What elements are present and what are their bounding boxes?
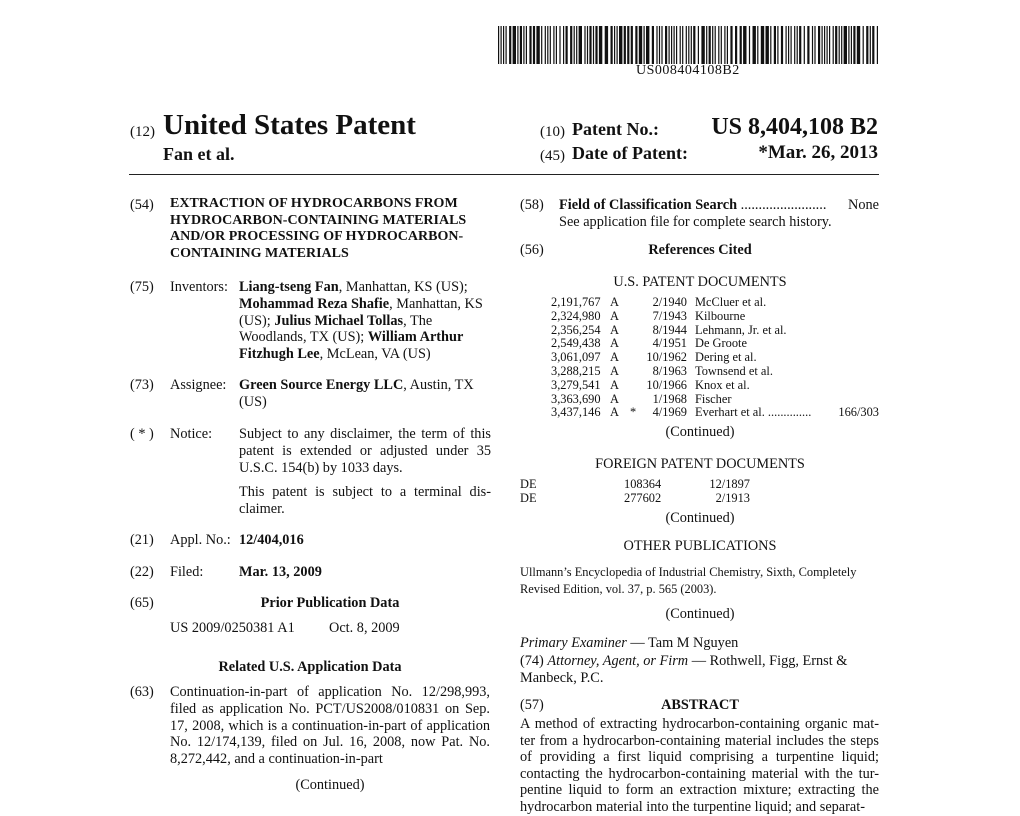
- barcode-bar: [743, 26, 746, 64]
- barcode-bar: [656, 26, 657, 64]
- us-doc-star: [630, 365, 642, 379]
- us-doc-date: 7/1943: [652, 308, 687, 323]
- attorney-name: Rothwell, Figg, Ernst & Manbeck, P.C.: [520, 653, 848, 686]
- us-doc-row: [551, 393, 879, 407]
- other-pub-entry: Ullmann’s Encyclopedia of Industrial Chemistry, Sixth, Completely Revised Edition, vol. 37, p. 565 (2003).: [520, 565, 857, 596]
- barcode-bar: [701, 26, 704, 64]
- barcode-bar: [526, 26, 527, 64]
- us-docs-table: [551, 296, 879, 420]
- us-docs-continued: (Continued): [665, 424, 735, 440]
- barcode-bar: [574, 26, 575, 64]
- foreign-doc-number: 277602: [624, 490, 662, 505]
- kind-code: (12): [130, 124, 155, 140]
- related-code: (63): [130, 684, 154, 700]
- barcode-bar: [872, 26, 874, 64]
- us-doc-row: [551, 351, 879, 365]
- foreign-doc-country: DE: [520, 490, 537, 505]
- attorney-line: (74) Attorney, Agent, or Firm — Rothwell, Figg, Ernst & Manbeck, P.C.: [520, 653, 848, 686]
- barcode-bar: [503, 26, 504, 64]
- inventors-list: Liang-tseng Fan, Manhattan, KS (US); Mohammad Reza Shafie, Manhattan, KS (US); Julius Michael Tollas, The Woodlands, TX (US); William Arthur Fitzhugh Lee, McLean, VA (US): [239, 279, 483, 363]
- barcode-bar: [584, 26, 585, 64]
- barcode-bar: [506, 26, 507, 64]
- related-text: Continuation-in-part of application No. 12/298,993, filed as application No. PCT/US2008/010831 on Sep. 17, 2008, which is a continuation-in-part of application No. 12/174,139, filed on Jul. 16, 2008, now Pat. No. 8,272,442, and a continuation-in-part: [170, 684, 490, 768]
- field-search-value: None: [848, 197, 879, 213]
- us-doc-number: 2,324,980: [551, 308, 601, 323]
- barcode-bar: [770, 26, 771, 64]
- date-code: (45): [540, 148, 565, 164]
- notice-code: ( * ): [130, 426, 154, 442]
- prior-pub-date: Oct. 8, 2009: [329, 620, 400, 636]
- us-doc-number: 3,437,146: [551, 405, 601, 420]
- us-doc-class: [829, 393, 879, 407]
- barcode-bar: [721, 26, 722, 64]
- barcode-bar: [848, 26, 849, 64]
- us-doc-star: [630, 310, 642, 324]
- barcode-bar: [576, 26, 577, 64]
- related-heading: Related U.S. Application Data: [218, 659, 402, 675]
- barcode-bar: [727, 26, 728, 64]
- barcode-bar: [797, 26, 798, 64]
- barcode-bar: [599, 26, 602, 64]
- barcode-bar: [671, 26, 672, 64]
- us-doc-date: 8/1944: [652, 322, 687, 337]
- prior-pub-heading: Prior Publication Data: [260, 595, 400, 611]
- field-search-note: See application file for complete search history.: [559, 214, 832, 230]
- us-doc-class: [829, 296, 879, 310]
- barcode-bar: [757, 26, 758, 64]
- us-doc-star: [630, 296, 642, 310]
- barcode-bar: [550, 26, 551, 64]
- barcode-bar: [669, 26, 670, 64]
- us-doc-date: 4/1969: [652, 405, 687, 420]
- barcode-bar: [824, 26, 825, 64]
- appl-label: Appl. No.:: [170, 532, 231, 548]
- barcode-bar: [529, 26, 531, 64]
- filed-code: (22): [130, 564, 154, 580]
- barcode-bar: [724, 26, 725, 64]
- assignee-value: Green Source Energy LLC, Austin, TX (US): [239, 377, 474, 410]
- foreign-doc-row: [520, 478, 750, 492]
- us-doc-name: Lehmann, Jr. et al.: [695, 322, 787, 337]
- barcode-bar: [853, 26, 855, 64]
- barcode-bar: [579, 26, 582, 64]
- date-label: Date of Patent:: [572, 143, 688, 163]
- barcode-bar: [665, 26, 667, 64]
- barcode-bar: [563, 26, 564, 64]
- barcode-bar: [517, 26, 518, 64]
- us-doc-class: [829, 337, 879, 351]
- us-doc-number: 3,363,690: [551, 391, 601, 406]
- barcode-bar: [566, 26, 568, 64]
- assignee-code: (73): [130, 377, 154, 393]
- barcode-bar: [545, 26, 546, 64]
- foreign-docs-continued: (Continued): [665, 510, 735, 526]
- us-doc-number: 2,549,438: [551, 336, 601, 351]
- barcode-bar: [559, 26, 560, 64]
- barcode-bar: [587, 26, 588, 64]
- barcode-bar: [593, 26, 594, 64]
- appl-value: 12/404,016: [239, 532, 304, 548]
- us-doc-row: [551, 337, 879, 351]
- us-doc-row: [551, 365, 879, 379]
- patent-no-label: Patent No.:: [572, 119, 659, 139]
- barcode-bar: [639, 26, 642, 64]
- barcode-bar: [788, 26, 789, 64]
- barcode-bar: [857, 26, 860, 64]
- us-doc-star: [630, 393, 642, 407]
- barcode-bar: [818, 26, 820, 64]
- us-doc-row: [551, 406, 879, 420]
- examiner-label: Primary Examiner: [520, 635, 627, 651]
- foreign-doc-row: [520, 492, 750, 506]
- barcode-bar: [686, 26, 687, 64]
- barcode-bar: [794, 26, 795, 64]
- barcode-bar: [786, 26, 787, 64]
- barcode-image: [496, 26, 880, 64]
- us-doc-name: Dering et al.: [695, 350, 757, 365]
- us-doc-class: [829, 310, 879, 324]
- barcode-bar: [709, 26, 711, 64]
- us-doc-number: 3,288,215: [551, 363, 601, 378]
- barcode-bar: [735, 26, 737, 64]
- us-doc-name: Fischer: [695, 391, 732, 406]
- foreign-docs-heading: FOREIGN PATENT DOCUMENTS: [595, 456, 805, 472]
- patent-no-value: US 8,404,108 B2: [711, 114, 878, 140]
- barcode-bar: [589, 26, 591, 64]
- barcode-bar: [652, 26, 654, 64]
- us-doc-row: [551, 310, 879, 324]
- barcode-bar: [595, 26, 597, 64]
- us-doc-name: Knox et al.: [695, 377, 750, 392]
- invention-title: EXTRACTION OF HYDROCARBONS FROM HYDROCARBON-CONTAINING MATERIALS AND/OR PROCESSING OF HYDROCARBON-CONTAINING MATERIALS: [170, 196, 467, 261]
- barcode-bar: [646, 26, 649, 64]
- us-doc-class: [829, 379, 879, 393]
- barcode-bar: [523, 26, 524, 64]
- us-doc-name: Everhart et al. ..............: [695, 405, 812, 420]
- filed-label: Filed:: [170, 564, 204, 580]
- us-doc-class: 166/303: [838, 405, 879, 420]
- filed-value: Mar. 13, 2009: [239, 564, 322, 580]
- related-continued: (Continued): [295, 777, 365, 793]
- us-doc-kind: A: [610, 363, 619, 378]
- barcode-bar: [513, 26, 516, 64]
- title-code: (54): [130, 197, 154, 213]
- examiner-line: Primary Examiner — Tam M Nguyen: [520, 635, 739, 651]
- barcode-bar: [659, 26, 660, 64]
- barcode-bar: [807, 26, 809, 64]
- us-doc-kind: A: [610, 350, 619, 365]
- barcode-bar: [774, 26, 776, 64]
- us-doc-row: [551, 379, 879, 393]
- header-rule: [129, 174, 879, 175]
- patent-no-code: (10): [540, 124, 565, 140]
- refs-heading: References Cited: [648, 242, 752, 258]
- barcode-bar: [698, 26, 699, 64]
- barcode-bar: [781, 26, 783, 64]
- inventors-code: (75): [130, 279, 154, 295]
- field-search: Field of Classification Search ........................ None See application file for complete search history.: [559, 197, 879, 230]
- field-search-code: (58): [520, 197, 544, 213]
- barcode-bar: [619, 26, 622, 64]
- barcode-bar: [877, 26, 878, 64]
- us-doc-class: [829, 324, 879, 338]
- barcode-bar: [635, 26, 637, 64]
- barcode-bar: [753, 26, 756, 64]
- barcode-bar: [688, 26, 689, 64]
- us-doc-name: Kilbourne: [695, 308, 746, 323]
- prior-pub-number: US 2009/0250381 A1: [170, 620, 295, 636]
- barcode-bar: [814, 26, 815, 64]
- barcode-bar: [740, 26, 742, 64]
- barcode-bar: [644, 26, 645, 64]
- us-doc-row: [551, 324, 879, 338]
- us-doc-date: 1/1968: [652, 391, 687, 406]
- barcode-bar: [851, 26, 852, 64]
- barcode-bar: [833, 26, 834, 64]
- us-doc-name: McCluer et al.: [695, 295, 767, 309]
- abstract-heading: ABSTRACT: [661, 697, 739, 713]
- barcode-bar: [556, 26, 557, 64]
- barcode-bar: [804, 26, 805, 64]
- barcode-bar: [844, 26, 847, 64]
- appl-code: (21): [130, 532, 154, 548]
- barcode-bar: [680, 26, 681, 64]
- abstract-code: (57): [520, 697, 544, 713]
- barcode-bar: [553, 26, 554, 64]
- barcode-bar: [827, 26, 828, 64]
- foreign-doc-number: 108364: [624, 477, 662, 491]
- inventor-short: Fan et al.: [163, 144, 235, 164]
- refs-code: (56): [520, 242, 544, 258]
- foreign-doc-date: 12/1897: [709, 477, 750, 491]
- us-doc-date: 4/1951: [652, 336, 687, 351]
- us-doc-kind: A: [610, 391, 619, 406]
- barcode-bar: [712, 26, 713, 64]
- barcode-bar: [509, 26, 511, 64]
- terminal-disclaimer-text: This patent is subject to a terminal dis- claimer.: [239, 484, 491, 517]
- us-doc-date: 10/1962: [646, 350, 687, 365]
- other-pubs-continued: (Continued): [665, 606, 735, 622]
- us-doc-number: 2,191,767: [551, 295, 601, 309]
- barcode-bar: [661, 26, 662, 64]
- barcode-bar: [691, 26, 692, 64]
- barcode-bar: [841, 26, 842, 64]
- us-doc-kind: A: [610, 295, 619, 309]
- barcode-bar: [761, 26, 764, 64]
- barcode-bar: [624, 26, 626, 64]
- barcode-bar: [766, 26, 769, 64]
- barcode-bar: [547, 26, 548, 64]
- barcode-bar: [627, 26, 629, 64]
- barcode-bar: [829, 26, 830, 64]
- us-doc-name: De Groote: [695, 336, 747, 351]
- assignee-label: Assignee:: [170, 377, 227, 393]
- barcode-bar: [693, 26, 695, 64]
- barcode-bar: [617, 26, 618, 64]
- us-doc-row: [551, 296, 879, 310]
- us-doc-number: 3,279,541: [551, 377, 601, 392]
- barcode-bar: [536, 26, 539, 64]
- us-doc-date: 8/1963: [652, 363, 687, 378]
- barcode-bar: [870, 26, 871, 64]
- us-doc-class: [829, 365, 879, 379]
- foreign-doc-country: DE: [520, 477, 537, 491]
- foreign-docs-table: [520, 478, 750, 506]
- barcode-bar: [863, 26, 864, 64]
- foreign-doc-date: 2/1913: [715, 490, 750, 505]
- examiner-name: Tam M Nguyen: [648, 635, 739, 651]
- inventors-label: Inventors:: [170, 279, 228, 295]
- barcode-bar: [682, 26, 683, 64]
- us-doc-name: Townsend et al.: [695, 363, 773, 378]
- barcode-bar: [835, 26, 837, 64]
- us-doc-kind: A: [610, 377, 619, 392]
- barcode-bar: [799, 26, 801, 64]
- attorney-label: Attorney, Agent, or Firm: [547, 653, 689, 669]
- barcode-bar: [614, 26, 615, 64]
- barcode-bar: [533, 26, 535, 64]
- date-value: *Mar. 26, 2013: [758, 142, 878, 163]
- barcode-bar: [541, 26, 542, 64]
- us-doc-kind: A: [610, 405, 619, 420]
- prior-pub-code: (65): [130, 595, 154, 611]
- barcode-bar: [866, 26, 868, 64]
- barcode-bar: [718, 26, 719, 64]
- barcode-bar: [676, 26, 677, 64]
- barcode-bar: [715, 26, 716, 64]
- us-docs-heading: U.S. PATENT DOCUMENTS: [613, 274, 787, 290]
- barcode-bar: [501, 26, 502, 64]
- us-doc-kind: A: [610, 322, 619, 337]
- barcode-bar: [777, 26, 778, 64]
- us-doc-class: [829, 351, 879, 365]
- notice-label: Notice:: [170, 426, 213, 442]
- barcode-number: US008404108B2: [636, 63, 740, 78]
- notice-text: Subject to any disclaimer, the term of this patent is extended or adjusted under 35 U.S.C. 154(b) by 1033 days.: [239, 426, 491, 476]
- barcode-bar: [631, 26, 633, 64]
- other-pubs-heading: OTHER PUBLICATIONS: [623, 538, 777, 554]
- barcode-bar: [605, 26, 608, 64]
- barcode-bar: [706, 26, 707, 64]
- abstract-text: A method of extracting hydrocarbon-containing organic mat- ter from a hydrocarbon-containing material includes the steps of providing a first liquid comprising a turpentine liquid; contacting the hydrocarbon-containing material with the tur- pentine liquid to form an extraction mixture; extracting the hydrocarbon material into the turpentine liquid; and separat-: [520, 716, 879, 815]
- barcode-bar: [611, 26, 613, 64]
- us-doc-star: [630, 337, 642, 351]
- barcode-bar: [570, 26, 572, 64]
- us-doc-date: 2/1940: [652, 295, 687, 309]
- barcode-bar: [812, 26, 813, 64]
- us-doc-date: 10/1966: [646, 377, 687, 392]
- us-doc-kind: A: [610, 308, 619, 323]
- us-doc-kind: A: [610, 336, 619, 351]
- us-doc-star: *: [630, 405, 637, 420]
- us-doc-star: [630, 324, 642, 338]
- barcode-bar: [822, 26, 823, 64]
- barcode-bar: [520, 26, 522, 64]
- us-doc-number: 2,356,254: [551, 322, 601, 337]
- patent-title-header: United States Patent: [163, 109, 416, 141]
- barcode-bar: [839, 26, 840, 64]
- barcode-bar: [674, 26, 675, 64]
- barcode-bar: [749, 26, 750, 64]
- barcode-bar: [730, 26, 732, 64]
- barcode-bar: [498, 26, 499, 64]
- field-search-label: Field of Classification Search: [559, 197, 738, 213]
- us-doc-star: [630, 351, 642, 365]
- barcode-bar: [791, 26, 792, 64]
- us-doc-number: 3,061,097: [551, 350, 601, 365]
- us-doc-star: [630, 379, 642, 393]
